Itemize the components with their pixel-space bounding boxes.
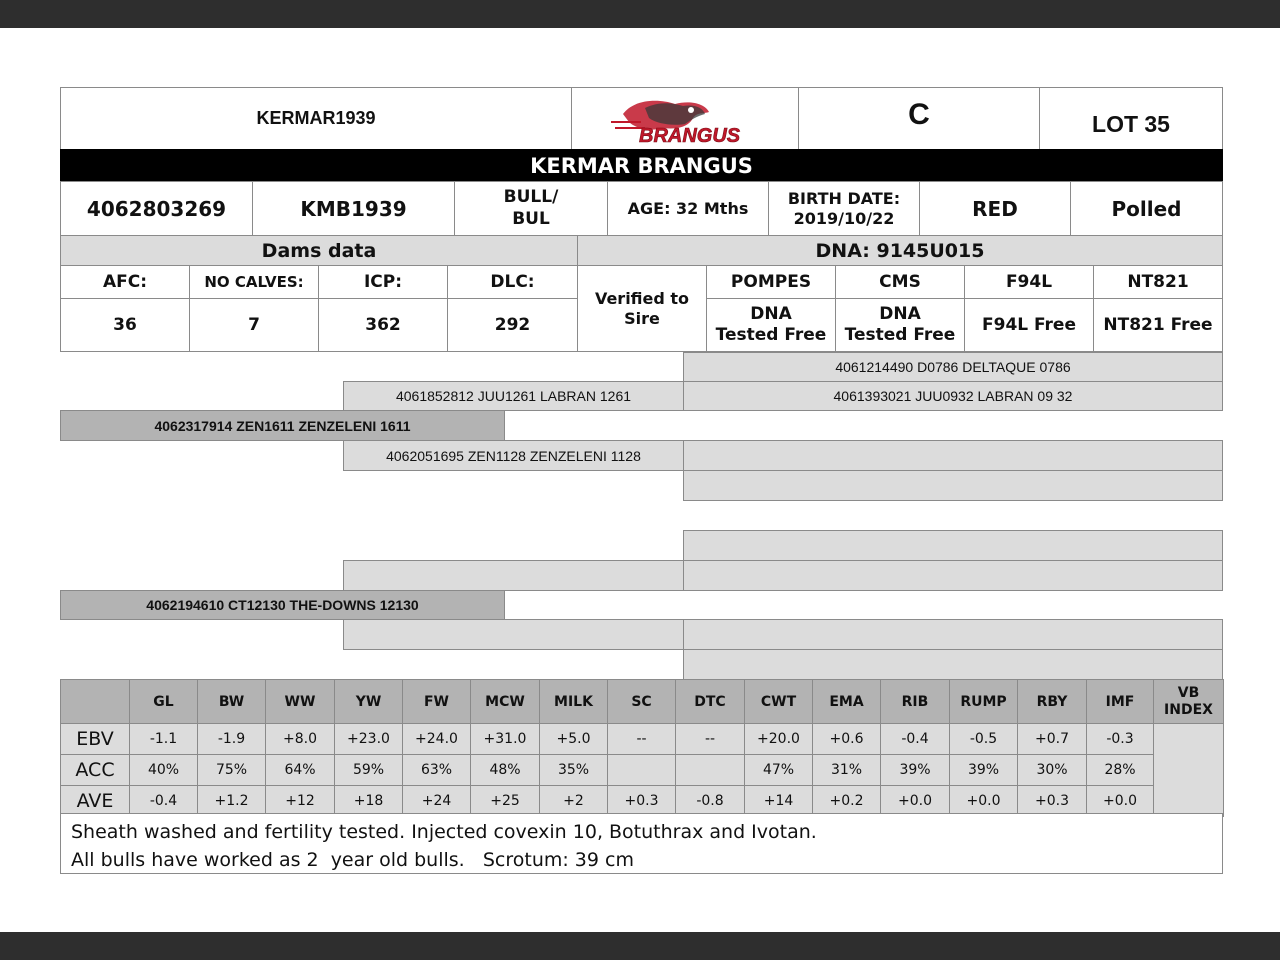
- dams-value-icp-text: 362: [365, 315, 401, 335]
- ebv-cell-ave-gl-text: -0.4: [149, 793, 178, 809]
- ebv-cell-acc-yw-text: 59%: [352, 762, 385, 778]
- vb-index-vb_index_line1: VB: [1177, 684, 1200, 701]
- animal-code: [60, 87, 572, 150]
- ebv-cell-acc-ema: [812, 754, 881, 786]
- ebv-cell-ave-ww-text: +12: [285, 793, 315, 809]
- pedigree-dam-sire-sire: [683, 530, 1223, 561]
- ebv-header-yw-text: YW: [355, 693, 382, 710]
- animal-horn: [1070, 181, 1223, 236]
- ebv-header-fw: [402, 679, 471, 724]
- pedigree-dam-sire: [343, 560, 684, 591]
- dams-value-dlc-text: 292: [494, 315, 531, 335]
- ebv-cell-ave-bw-text: +1.2: [214, 793, 249, 809]
- ebv-header-rib: [880, 679, 950, 724]
- dna-test-f94l-name: F94L: [1005, 272, 1053, 292]
- birth-date: [768, 181, 920, 236]
- pedigree-sire-dam: [343, 440, 684, 471]
- ebv-header-rby: [1017, 679, 1087, 724]
- dams-header-icp-text: ICP:: [363, 272, 403, 292]
- ebv-header-dtc: [675, 679, 745, 724]
- ebv-header-milk: [539, 679, 608, 724]
- ebv-cell-ebv-milk-text: +5.0: [556, 731, 591, 747]
- dna-test-nt821-line1: NT821 Free: [1103, 315, 1213, 335]
- ebv-header-imf-text: IMF: [1105, 693, 1135, 710]
- ebv-cell-ave-mcw-text: +25: [490, 793, 520, 809]
- ebv-cell-ebv-imf-text: -0.3: [1106, 731, 1134, 747]
- ebv-cell-ebv-mcw-text: +31.0: [483, 731, 527, 747]
- animal-horn-text: Polled: [1111, 196, 1182, 221]
- ebv-cell-acc-gl: [129, 754, 198, 786]
- ebv-header-cwt-text: CWT: [760, 693, 797, 710]
- ebv-row-label-ebv-text: EBV: [76, 728, 114, 750]
- dna-test-nt821-name: NT821: [1127, 272, 1189, 292]
- dams-header-no-calves: [189, 265, 319, 299]
- ebv-cell-acc-imf-text: 28%: [1104, 762, 1136, 778]
- birth-date-label: BIRTH DATE:: [787, 188, 901, 208]
- animal-colour-text: RED: [972, 196, 1018, 221]
- ebv-cell-ave-dtc-text: -0.8: [696, 793, 724, 809]
- ebv-cell-acc-milk-text: 35%: [557, 762, 590, 778]
- ebv-cell-ebv-rby: [1017, 723, 1087, 755]
- ebv-cell-ebv-ww-text: +8.0: [283, 731, 317, 747]
- ebv-vb-index-value: [1153, 723, 1224, 817]
- ebv-cell-ebv-cwt: [744, 723, 813, 755]
- title-bar: [60, 149, 1223, 182]
- ebv-cell-acc-milk: [539, 754, 608, 786]
- pedigree-sss-text: 4061214490 D0786 DELTAQUE 0786: [835, 359, 1071, 375]
- ebv-cell-ave-rib-text: +0.0: [898, 793, 932, 809]
- dams-header-afc: [60, 265, 190, 299]
- lot-number-text: LOT 35: [1092, 111, 1170, 137]
- dna-test-pompes-name: POMPES: [730, 272, 812, 292]
- ebv-header-ema: [812, 679, 881, 724]
- verified-to-sire: [577, 265, 707, 352]
- animal-tag-text: KMB1939: [300, 196, 407, 221]
- animal-colour: [919, 181, 1071, 236]
- pedigree-sire-sire-sire: [683, 352, 1223, 382]
- grade: [798, 87, 1040, 150]
- lot-number: [1039, 87, 1223, 150]
- svg-text:BRANGUS: BRANGUS: [639, 124, 741, 146]
- ebv-cell-ebv-rump: [949, 723, 1018, 755]
- page-title: KERMAR BRANGUS: [530, 153, 753, 178]
- pedigree-sire: [60, 410, 505, 441]
- pedigree-dam-dam: [343, 619, 684, 650]
- dna-test-result-pompes: [706, 298, 836, 352]
- dna-test-pompes-line1: DNA: [750, 303, 792, 324]
- dna-test-f94l-line1: F94L Free: [982, 315, 1076, 335]
- dna-test-cms-name: CMS: [879, 272, 921, 292]
- ebv-header-bw: [197, 679, 266, 724]
- ebv-header-sc: [607, 679, 676, 724]
- ebv-cell-ebv-rib-text: -0.4: [901, 731, 929, 747]
- remarks-line2: All bulls have worked as 2 year old bulls. Scrotum: 39 cm: [71, 849, 634, 871]
- ebv-cell-ebv-bw: [197, 723, 266, 755]
- ebv-cell-ave-ema-text: +0.2: [829, 793, 864, 809]
- animal-sex-line1: BULL/: [503, 187, 559, 208]
- ebv-cell-acc-ww: [265, 754, 335, 786]
- ebv-cell-ebv-fw: [402, 723, 471, 755]
- ebv-cell-acc-mcw: [470, 754, 540, 786]
- remarks-box: [60, 813, 1223, 874]
- ebv-cell-ave-rump-text: +0.0: [966, 793, 1001, 809]
- ebv-header-rump-text: RUMP: [960, 693, 1007, 710]
- dams-value-afc-text: 36: [113, 315, 137, 335]
- ebv-cell-acc-ww-text: 64%: [284, 762, 316, 778]
- dna-test-cms-line1: DNA: [879, 303, 921, 324]
- pedigree-sire-dam-sire: [683, 440, 1223, 471]
- pedigree-dam: [60, 590, 505, 620]
- ebv-cell-ebv-dtc: [675, 723, 745, 755]
- ebv-cell-acc-fw: [402, 754, 471, 786]
- grade-text: C: [908, 97, 930, 131]
- ebv-header-gl: [129, 679, 198, 724]
- dams-value-afc: [60, 298, 190, 352]
- dams-header-dlc-text: DLC:: [490, 272, 535, 292]
- ebv-cell-ebv-rump-text: -0.5: [969, 731, 998, 747]
- ebv-cell-ebv-dtc-text: --: [704, 731, 716, 747]
- dams-header-icp: [318, 265, 448, 299]
- bottom-frame-bar: [0, 932, 1280, 960]
- dams-value-icp: [318, 298, 448, 352]
- animal-sex-line2: BUL: [512, 208, 550, 229]
- pedigree-sd-text: 4062051695 ZEN1128 ZENZELENI 1128: [386, 447, 641, 464]
- remarks-line1: Sheath washed and fertility tested. Injected covexin 10, Botuthrax and Ivotan.: [71, 821, 817, 843]
- ebv-cell-ave-cwt-text: +14: [763, 793, 794, 809]
- dna-test-header-cms: [835, 265, 965, 299]
- ebv-header-mcw-text: MCW: [485, 693, 525, 710]
- ebv-cell-acc-bw: [197, 754, 266, 786]
- ebv-row-label-ave-text: AVE: [76, 790, 114, 812]
- ebv-cell-ebv-rib: [880, 723, 950, 755]
- ebv-cell-acc-yw: [334, 754, 403, 786]
- ebv-header-bw-text: BW: [218, 693, 245, 710]
- brangus-logo-icon: [605, 92, 765, 146]
- ebv-cell-acc-rib-text: 39%: [899, 762, 931, 778]
- dna-label: DNA: 9145U015: [815, 239, 985, 262]
- dna-test-cms-line2: Tested Free: [844, 325, 956, 345]
- ebv-cell-ebv-imf: [1086, 723, 1154, 755]
- ebv-header-rib-text: RIB: [901, 693, 929, 710]
- ebv-cell-ebv-rby-text: +0.7: [1035, 731, 1069, 747]
- dna-test-header-pompes: [706, 265, 836, 299]
- ebv-cell-ave-yw-text: +18: [353, 793, 384, 809]
- ebv-cell-ave-milk-text: +2: [563, 793, 584, 809]
- dna-test-header-nt821: [1093, 265, 1223, 299]
- dna-header: [577, 235, 1223, 266]
- ebv-cell-ebv-mcw: [470, 723, 540, 755]
- ebv-header-rump: [949, 679, 1018, 724]
- verified-line2: Sire: [624, 308, 660, 328]
- ebv-cell-ebv-sc-text: --: [636, 731, 647, 747]
- ebv-cell-acc-gl-text: 40%: [147, 762, 180, 778]
- ebv-cell-acc-ema-text: 31%: [830, 762, 863, 778]
- ebv-cell-ebv-bw-text: -1.9: [217, 731, 246, 747]
- ebv-header-ww: [265, 679, 335, 724]
- ebv-header-mcw: [470, 679, 540, 724]
- birth-date-value: 2019/10/22: [793, 208, 895, 228]
- ebv-header-fw-text: FW: [423, 693, 449, 710]
- verified-line1: Verified to: [594, 288, 690, 308]
- ebv-header-dtc-text: DTC: [694, 693, 726, 710]
- ebv-cell-acc-imf: [1086, 754, 1154, 786]
- ebv-cell-ebv-ema-text: +0.6: [829, 731, 864, 747]
- dams-value-no-calves: [189, 298, 319, 352]
- pedigree-sire-sire: [343, 381, 684, 411]
- ebv-header-milk-text: MILK: [554, 693, 593, 710]
- ebv-header-ww-text: WW: [284, 693, 316, 710]
- ebv-cell-ebv-ema: [812, 723, 881, 755]
- dna-test-result-f94l: [964, 298, 1094, 352]
- animal-tag: [252, 181, 455, 236]
- ebv-cell-ave-imf-text: +0.0: [1103, 793, 1137, 809]
- ebv-cell-ebv-sc: [607, 723, 676, 755]
- ebv-cell-ebv-gl-text: -1.1: [149, 731, 178, 747]
- animal-age-text: AGE: 32 Mths: [627, 199, 749, 218]
- ebv-header-rby-text: RBY: [1036, 693, 1068, 710]
- pedigree-dam-text: 4062194610 CT12130 THE-DOWNS 12130: [146, 597, 419, 613]
- ebv-cell-acc-bw-text: 75%: [215, 762, 248, 778]
- ebv-header-gl-text: GL: [153, 693, 174, 710]
- top-frame-bar: [0, 0, 1280, 28]
- ebv-cell-ebv-ww: [265, 723, 335, 755]
- pedigree-dam-dam-dam: [683, 649, 1223, 680]
- ebv-cell-acc-mcw-text: 48%: [489, 762, 521, 778]
- ebv-cell-acc-fw-text: 63%: [420, 762, 453, 778]
- dna-test-result-cms: [835, 298, 965, 352]
- ebv-cell-ebv-milk: [539, 723, 608, 755]
- pedigree-dam-sire-dam: [683, 560, 1223, 591]
- pedigree-sire-dam-dam: [683, 470, 1223, 501]
- ebv-cell-acc-dtc: [675, 754, 745, 786]
- pedigree-sire-sire-dam: [683, 381, 1223, 411]
- brangus-logo: [571, 87, 799, 150]
- ebv-header-ema-text: EMA: [829, 693, 864, 710]
- ebv-cell-acc-rby: [1017, 754, 1087, 786]
- dna-test-result-nt821: [1093, 298, 1223, 352]
- ebv-cell-acc-sc: [607, 754, 676, 786]
- ebv-cell-acc-rib: [880, 754, 950, 786]
- dams-data-label: Dams data: [261, 239, 377, 262]
- ebv-header-cwt: [744, 679, 813, 724]
- ebv-header-yw: [334, 679, 403, 724]
- ebv-header-sc-text: SC: [631, 693, 652, 710]
- dams-header-dlc: [447, 265, 578, 299]
- ebv-cell-ave-sc-text: +0.3: [624, 793, 659, 809]
- dams-header-no-calves-text: NO CALVES:: [204, 273, 304, 291]
- ebv-row-label-acc: [60, 754, 130, 786]
- ebv-header-imf: [1086, 679, 1154, 724]
- ebv-row-label-acc-text: ACC: [75, 759, 115, 781]
- ebv-cell-ebv-yw: [334, 723, 403, 755]
- ebv-row-label-ebv: [60, 723, 130, 755]
- ebv-cell-acc-cwt-text: 47%: [762, 762, 795, 778]
- vb-index-vb_index_line2: INDEX: [1164, 701, 1213, 718]
- ebv-cell-acc-rby-text: 30%: [1036, 762, 1068, 778]
- animal-id: [60, 181, 253, 236]
- dams-header-afc-text: AFC:: [102, 272, 148, 292]
- ebv-cell-ebv-cwt-text: +20.0: [757, 731, 800, 747]
- dams-data-header: [60, 235, 578, 266]
- pedigree-ssd-text: 4061393021 JUU0932 LABRAN 09 32: [833, 388, 1073, 404]
- animal-id-text: 4062803269: [86, 196, 227, 221]
- animal-sex: [454, 181, 608, 236]
- dna-test-pompes-line2: Tested Free: [715, 325, 827, 345]
- pedigree-sire-text: 4062317914 ZEN1611 ZENZELENI 1611: [154, 417, 411, 434]
- ebv-header-vb-index: [1153, 679, 1224, 724]
- dams-value-no-calves-text: 7: [248, 315, 260, 335]
- animal-age: [607, 181, 769, 236]
- ebv-cell-ebv-gl: [129, 723, 198, 755]
- dams-value-dlc: [447, 298, 578, 352]
- animal-code-text: KERMAR1939: [256, 108, 376, 128]
- pedigree-dam-dam-sire: [683, 619, 1223, 650]
- ebv-cell-acc-rump-text: 39%: [967, 762, 1000, 778]
- ebv-cell-acc-cwt: [744, 754, 813, 786]
- pedigree-ss-text: 4061852812 JUU1261 LABRAN 1261: [395, 388, 632, 404]
- ebv-cell-acc-rump: [949, 754, 1018, 786]
- ebv-cell-ebv-yw-text: +23.0: [347, 731, 390, 747]
- ebv-cell-ave-fw-text: +24: [421, 793, 452, 809]
- dna-test-header-f94l: [964, 265, 1094, 299]
- ebv-header-corner: [60, 679, 130, 724]
- ebv-cell-ave-rby-text: +0.3: [1035, 793, 1069, 809]
- ebv-cell-ebv-fw-text: +24.0: [415, 731, 458, 747]
